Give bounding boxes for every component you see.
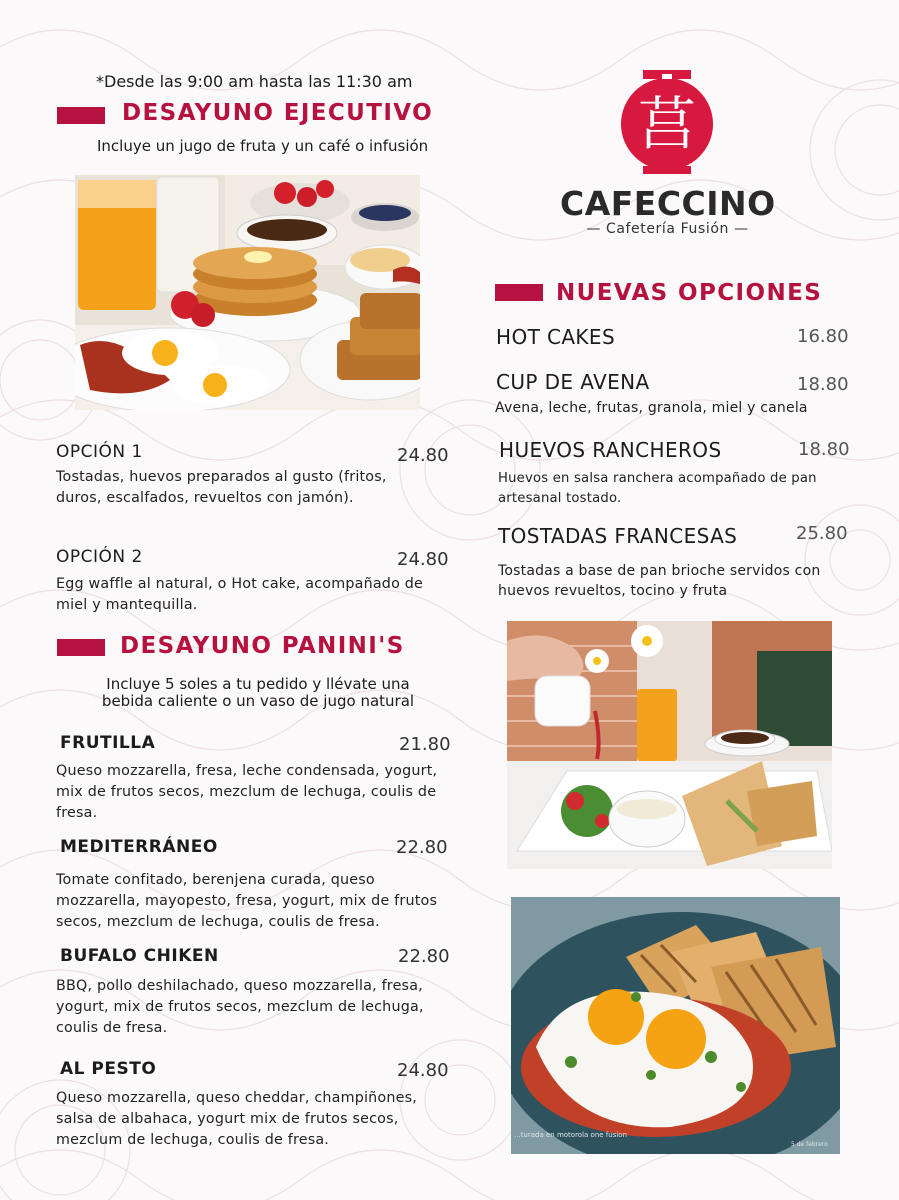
photo-date: 5 de febrero (791, 1141, 828, 1148)
section-title-panini: DESAYUNO PANINI'S (120, 633, 405, 659)
section-title-ejecutivo: DESAYUNO EJECUTIVO (122, 100, 434, 126)
item-name-bufalo-chiken: BUFALO CHIKEN (60, 946, 219, 966)
section-bar (495, 284, 543, 301)
schedule-note: *Desde las 9:00 am hasta las 11:30 am (96, 72, 413, 91)
section-subtitle-panini: Incluye 5 soles a tu pedido y llévate una bebida caliente o un vaso de jugo natural (101, 675, 415, 710)
item-price-hot-cakes: 16.80 (797, 326, 849, 347)
item-name-mediterraneo: MEDITERRÁNEO (60, 837, 218, 857)
item-price-opcion-1: 24.80 (397, 445, 449, 466)
item-desc-huevos-rancheros: Huevos en salsa ranchera acompañado de pan artesanal tostado. (498, 471, 817, 506)
item-name-al-pesto: AL PESTO (60, 1059, 157, 1079)
item-desc-tostadas-francesas: Tostadas a base de pan brioche servidos con huevos revueltos, tocino y fruta (498, 563, 821, 599)
item-name-tostadas-francesas: TOSTADAS FRANCESAS (498, 524, 738, 548)
item-desc-opcion-2: Egg waffle al natural, o Hot cake, acompañado de miel y mantequilla. (56, 576, 424, 613)
item-desc-al-pesto: Queso mozzarella, queso cheddar, champiñones, salsa de albahaca, yogurt mix de frutos secos, mezclum de lechuga, coulis de fresa. (56, 1090, 418, 1148)
photo-caption: ...turada en motorola one fusion (514, 1131, 628, 1139)
item-desc-mediterraneo: Tomate confitado, berenjena curada, queso mozzarella, mayopesto, fresa, yogurt, mix de frutos secos, mezclum de lechuga, coulis de fresa. (56, 872, 438, 930)
item-name-opcion-1: OPCIÓN 1 (56, 442, 143, 462)
item-name-opcion-2: OPCIÓN 2 (56, 547, 143, 567)
item-desc-opcion-1: Tostadas, huevos preparados al gusto (fritos, duros, escalfados, revueltos con jamón). (56, 469, 387, 506)
panini-photo (507, 621, 832, 869)
breakfast-photo (75, 175, 420, 410)
item-desc-frutilla: Queso mozzarella, fresa, leche condensada, yogurt, mix de frutos secos, mezclum de lechuga, coulis de fresa. (56, 763, 438, 821)
item-name-frutilla: FRUTILLA (60, 733, 156, 753)
item-name-huevos-rancheros: HUEVOS RANCHEROS (499, 438, 722, 462)
logo-glyph: 莒 (637, 90, 697, 158)
item-desc-cup-de-avena: Avena, leche, frutas, granola, miel y canela (495, 400, 808, 416)
section-bar (57, 639, 105, 656)
item-price-cup-de-avena: 18.80 (797, 374, 849, 395)
eggs-toast-photo (511, 897, 840, 1154)
item-price-frutilla: 21.80 (399, 734, 451, 755)
item-price-al-pesto: 24.80 (397, 1060, 449, 1081)
section-bar (57, 107, 105, 124)
brand-name: CAFECCINO (560, 184, 776, 223)
item-price-opcion-2: 24.80 (397, 549, 449, 570)
item-price-tostadas-francesas: 25.80 (796, 523, 848, 544)
item-price-huevos-rancheros: 18.80 (798, 439, 850, 460)
item-price-bufalo-chiken: 22.80 (398, 946, 450, 967)
section-subtitle-ejecutivo: Incluye un jugo de fruta y un café o infusión (97, 137, 429, 155)
item-desc-bufalo-chiken: BBQ, pollo deshilachado, queso mozzarella, fresa, yogurt, mix de frutos secos, mezclum de lechuga, coulis de fresa. (56, 978, 424, 1036)
item-price-mediterraneo: 22.80 (396, 837, 448, 858)
brand-logo (560, 66, 775, 241)
item-name-cup-de-avena: CUP DE AVENA (496, 370, 650, 394)
section-title-nuevas: NUEVAS OPCIONES (556, 280, 823, 306)
item-name-hot-cakes: HOT CAKES (496, 325, 616, 349)
lantern-icon (560, 66, 775, 186)
brand-tagline: — Cafetería Fusión — (586, 221, 749, 237)
